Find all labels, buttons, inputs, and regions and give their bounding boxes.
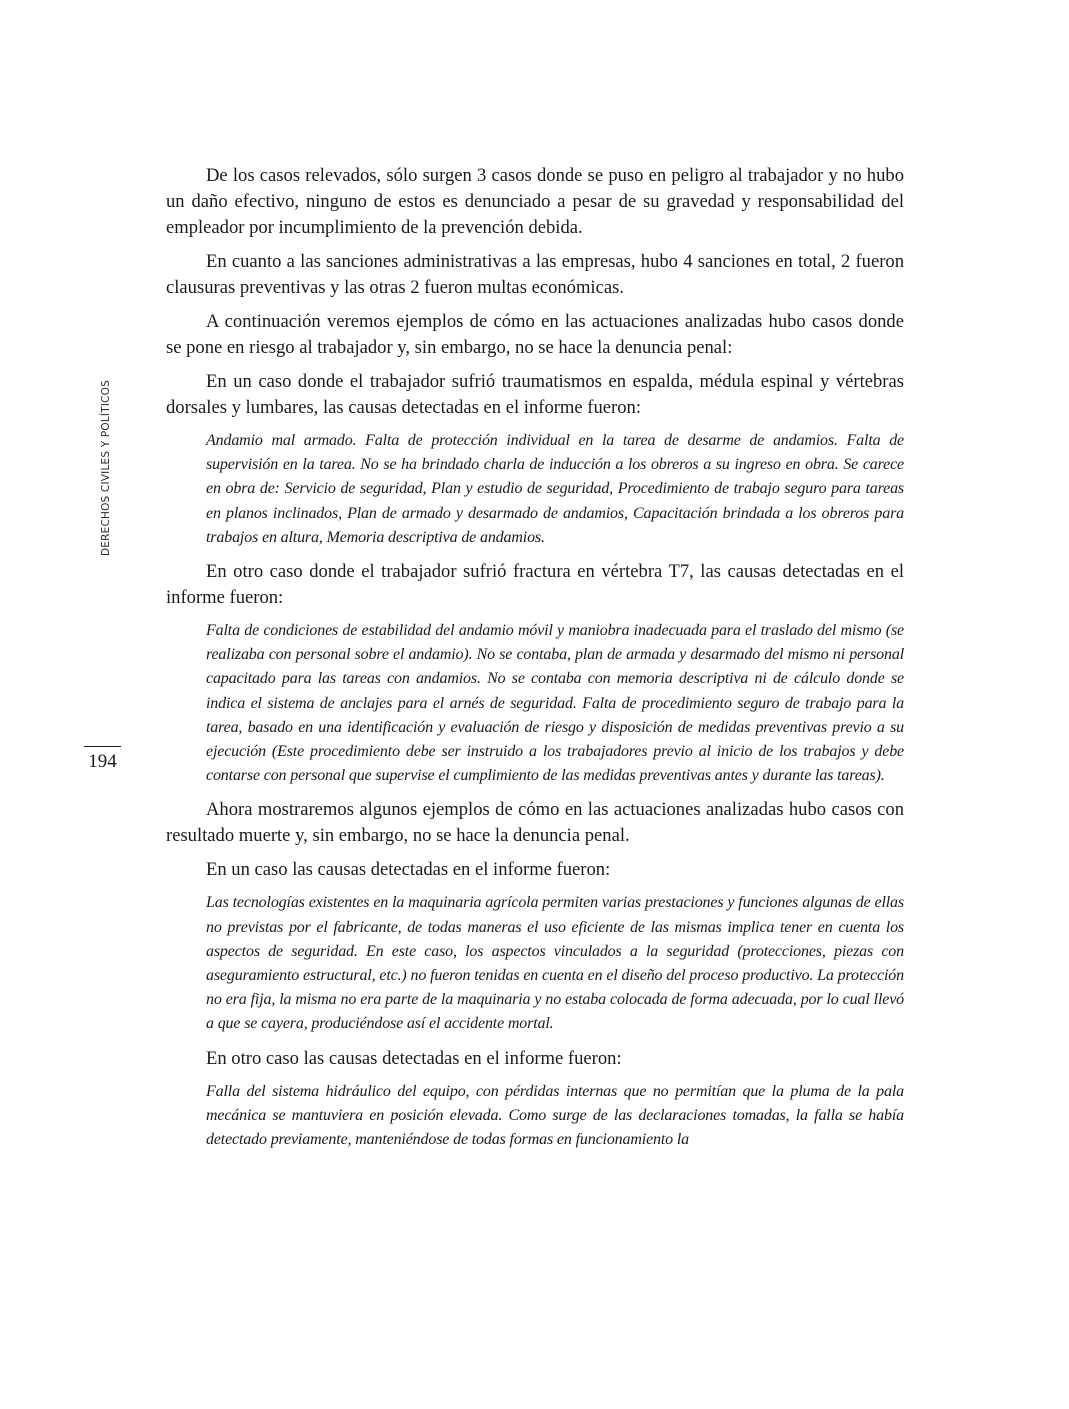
quote-causas-andamio: Andamio mal armado. Falta de protección individual en la tarea de desarme de andamios. Falta de supervisión en la tarea. No se ha brindado charla de inducción a los obreros a su ingreso en obra. Se carece en obra de: Servicio de seguridad, Plan y estudio de seguridad, Procedimiento de trabajo seguro para tareas en planos inclinados, Plan de armado y desarmado de andamios, Capacitación brindada a los obreros para trabajos en altura, Memoria descriptiva de andamios. (206, 432, 904, 546)
page-number: 194 (84, 746, 121, 772)
paragraph-casos-relevados: De los casos relevados, sólo surgen 3 casos donde se puso en peligro al trabajador y no hubo un daño efectivo, ninguno de estos es denunciado a pesar de su gravedad y responsabilidad del empleador por incumplimiento de la prevención debida. (166, 165, 904, 238)
paragraph-ejemplos-muerte: Ahora mostraremos algunos ejemplos de cómo en las actuaciones analizadas hubo casos con resultado muerte y, sin embargo, no se hace la denuncia penal. (166, 799, 904, 847)
paragraph-caso-uno: En un caso las causas detectadas en el informe fueron: (206, 859, 611, 881)
body-text (166, 163, 904, 1152)
running-head: DERECHOS CIVILES Y POLÍTICOS (100, 379, 112, 557)
paragraph-caso-fractura: En otro caso donde el trabajador sufrió fractura en vértebra T7, las causas detectadas en el informe fueron: (166, 561, 904, 609)
paragraph-ejemplos-riesgo: A continuación veremos ejemplos de cómo en las actuaciones analizadas hubo casos donde se pone en riesgo al trabajador y, sin embargo, no se hace la denuncia penal: (166, 311, 904, 358)
quote-causas-maquinaria-agricola: Las tecnologías existentes en la maquinaria agrícola permiten varias prestaciones y funciones algunas de ellas no previstas por el fabricante, de todas maneras el uso eficiente de las mismas implica tener en cuenta los aspectos de seguridad. En este caso, los aspectos vinculados a la seguridad (protecciones, piezas con aseguramiento estructural, etc.) no fueron tenidas en cuenta en el diseño del proceso productivo. La protección no era fija, la misma no era parte de la maquinaria y no estaba colocada de forma adecuada, por lo cual llevó a que se cayera, produciéndose así el accidente mortal. (206, 894, 904, 1033)
paragraph-caso-traumatismos: En un caso donde el trabajador sufrió traumatismos en espalda, médula espinal y vértebras dorsales y lumbares, las causas detectadas en el informe fueron: (166, 371, 904, 418)
quote-causas-andamio-movil: Falta de condiciones de estabilidad del andamio móvil y maniobra inadecuada para el traslado del mismo (se realizaba con personal sobre el andamio). No se contaba, plan de armada y desarmado del mismo ni personal capacitado para las tareas con andamios. No se contaba con memoria descriptiva ni de cálculo donde se indica el sistema de anclajes para el arnés de seguridad. Falta de procedimiento seguro de trabajo para la tarea, basado en una identificación y evaluación de riesgo y disposición de medidas preventivas previo a su ejecución (Este procedimiento debe ser instruido a los trabajadores previo al inicio de los trabajos y debe contarse con personal que supervise el cumplimiento de las medidas preventivas antes y durante las tareas). (206, 622, 904, 785)
paragraph-sanciones: En cuanto a las sanciones administrativas a las empresas, hubo 4 sanciones en total, 2 fueron clausuras preventivas y las otras 2 fueron multas económicas. (166, 251, 904, 298)
paragraph-otro-caso: En otro caso las causas detectadas en el informe fueron: (206, 1047, 622, 1069)
quote-causas-sistema-hidraulico: Falla del sistema hidráulico del equipo, con pérdidas internas que no permitían que la pluma de la pala mecánica se mantuviera en posición elevada. Como surge de las declaraciones tomadas, la falla se había detectado previamente, manteniéndose de todas formas en funcionamiento la (206, 1082, 904, 1149)
